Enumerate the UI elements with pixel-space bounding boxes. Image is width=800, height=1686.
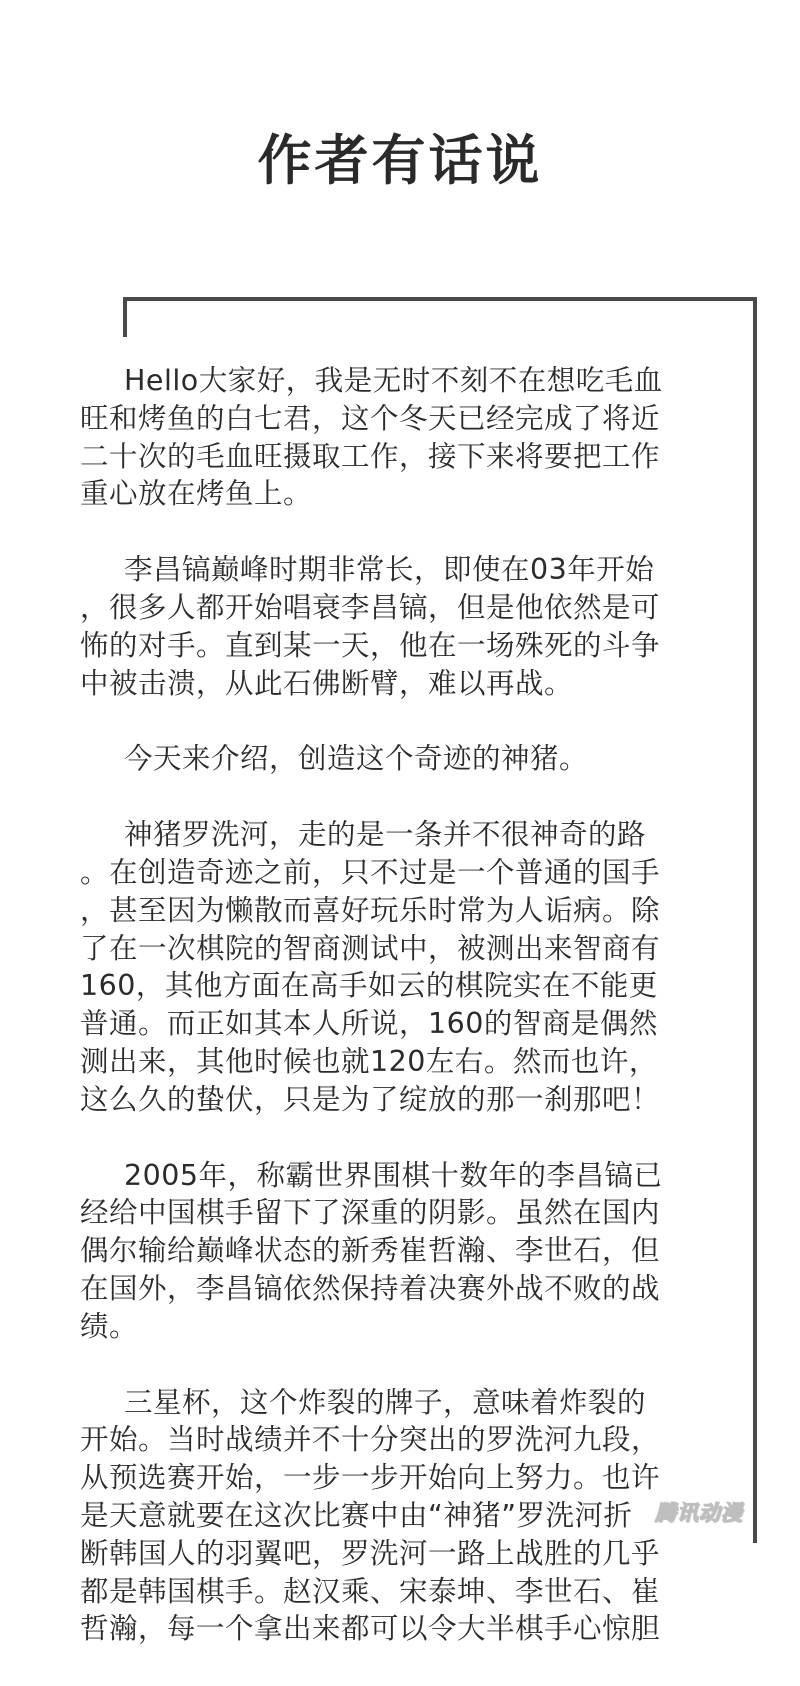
frame-top-border <box>123 297 757 301</box>
watermark-logo: 腾讯动漫 <box>655 1501 743 1525</box>
frame-left-tick <box>123 297 127 337</box>
paragraph-1: Hello大家好，我是无时不刻不在想吃毛血 旺和烤鱼的白七君，这个冬天已经完成了将近 二十次的毛血旺摄取工作，接下来将要把工作 重心放在烤鱼上。 <box>80 364 663 511</box>
frame-right-border <box>753 297 757 1543</box>
paragraph-5: 2005年，称霸世界围棋十数年的李昌镐已 经给中国棋手留下了深重的阴影。虽然在国内 偶尔输给巅峰状态的新秀崔哲瀚、李世石，但 在国外，李昌镐依然保持着决赛外战不败的战 绩。 <box>80 1158 663 1343</box>
paragraph-2: 李昌镐巅峰时期非常长，即使在03年开始 ，很多人都开始唱衰李昌镐，但是他依然是可 怖的对手。直到某一天，他在一场殊死的斗争 中被击溃，从此石佛断臂，难以再战。 <box>80 553 661 700</box>
paragraph-3: 今天来介绍，创造这个奇迹的神猪。 <box>124 742 589 776</box>
paragraph-6: 三星杯，这个炸裂的牌子，意味着炸裂的 开始。当时战绩并不十分突出的罗洗河九段， 从预选赛开始，一步一步开始向上努力。也许 是天意就要在这次比赛中由“神猪”罗洗河折 断韩国人的羽翼吧，罗洗河一路上战胜的几乎 都是韩国棋手。赵汉乘、宋泰坤、李世石、崔 哲瀚，每一个拿出来都可以令大半棋手心惊胆 <box>80 1385 661 1646</box>
article-body <box>80 362 730 1686</box>
paragraph-4: 神猪罗洗河，走的是一条并不很神奇的路 。在创造奇迹之前，只不过是一个普通的国手 ，甚至因为懒散而喜好玩乐时常为人诟病。除 了在一次棋院的智商测试中，被测出来智商有 160，其他方面在高手如云的棋院实在不能更 普通。而正如其本人所说，160的智商是偶然 测出来，其他时候也就120左右。然而也许， 这么久的蛰伏，只是为了绽放的那一刹那吧！ <box>80 818 661 1116</box>
page-title: 作者有话说 <box>257 128 543 192</box>
